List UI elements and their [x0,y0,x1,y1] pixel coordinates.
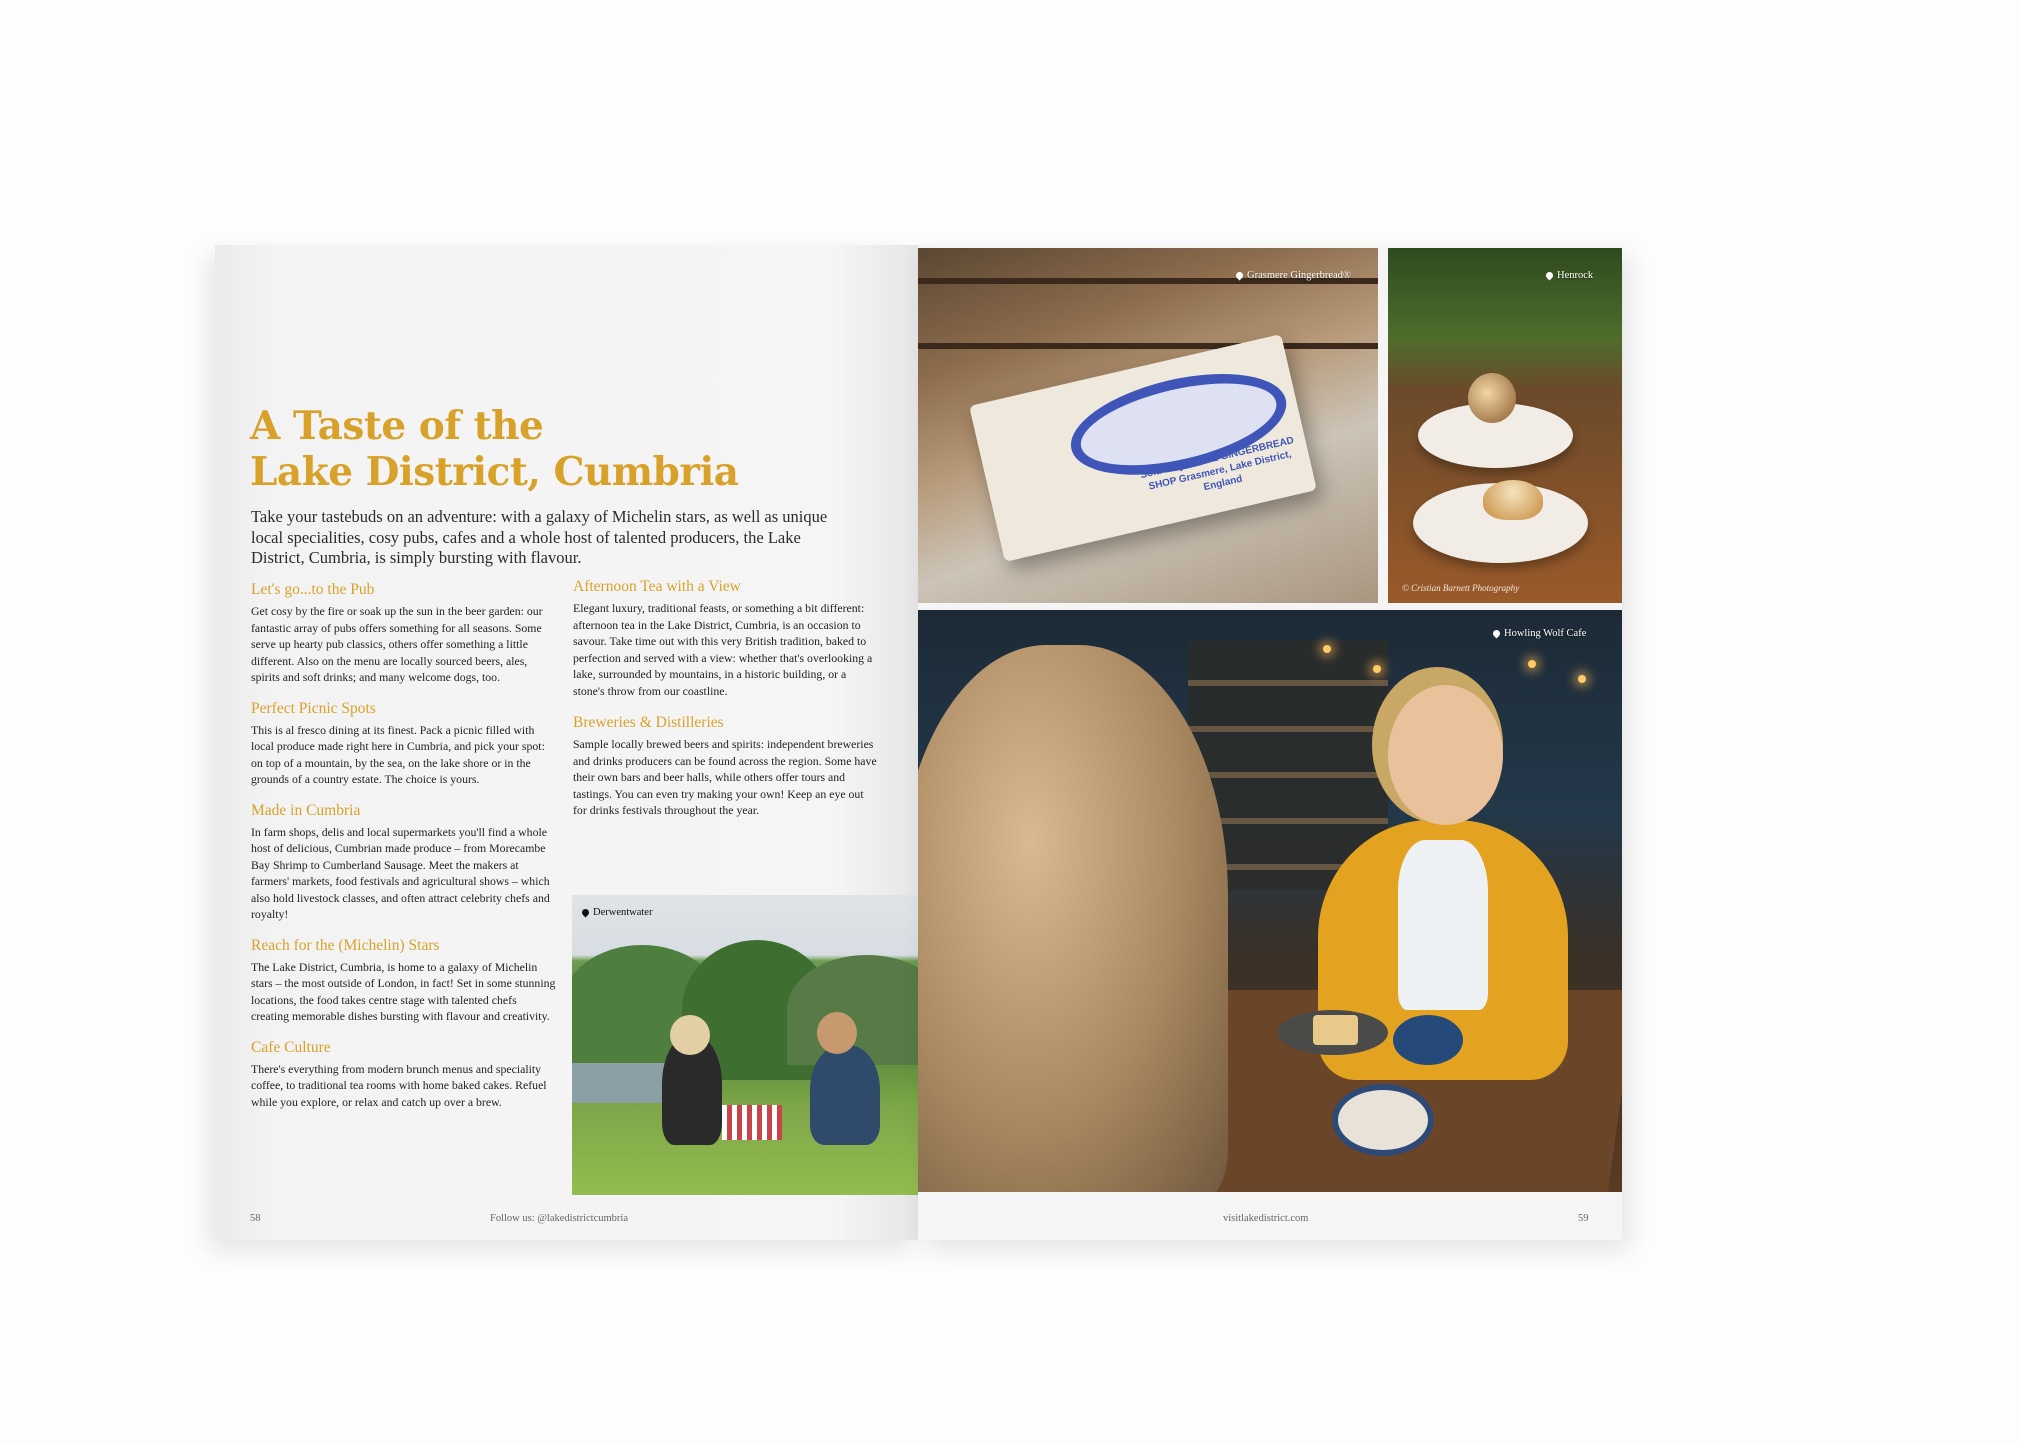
page-number: 58 [250,1213,261,1224]
map-pin-icon [1492,629,1502,639]
section-heading: Afternoon Tea with a View [573,578,741,595]
section-body: In farm shops, delis and local supermarkets you'll find a whole host of delicious, Cumbrian made produce – from Morecambe Bay Shrimp to Cumberland Sausage. Meet the makers at farmers' markets, food festivals and agricultural shows – which also hold livestock classes, and often attract celebrity chefs and royalty! [251,824,550,921]
intro-paragraph: Take your tastebuds on an adventure: with a galaxy of Michelin stars, as well as unique local specialities, cosy pubs, cafes and a whole host of talented producers, the Lake District, Cumbria, is simply bursting with flavour. [251,507,828,567]
location-label: Henrock [1557,270,1594,281]
left-column [251,581,556,1124]
picnic-person-man [810,1045,880,1145]
woman-head [1388,685,1503,825]
section-afternoon-tea [573,578,878,699]
left-page [215,245,918,1240]
section-pub [251,581,556,686]
section-body: This is al fresco dining at its finest. Pack a picnic filled with local produce made right here in Cumbria, and pick your spot: on top of a mountain, by the sea, on the lake shore or in the grounds of a country estate. The choice is yours. [251,722,545,786]
location-tag [1236,270,1351,281]
page-title [250,403,739,495]
foreground-person-hair [918,645,1228,1192]
cafe-light [1578,675,1586,683]
gingerbread-package [969,334,1317,562]
section-heading: Reach for the (Michelin) Stars [251,936,440,954]
shop-shelf [918,343,1378,349]
right-page [918,245,1622,1240]
footer-url: visitlakedistrict.com [1223,1213,1309,1224]
section-breweries [573,714,878,819]
section-heading: Cafe Culture [251,1038,331,1056]
dessert [1468,373,1516,423]
derwentwater-photo [572,895,918,1195]
map-pin-icon [581,908,591,918]
coffee-cup [1338,1090,1428,1150]
section-cafe-culture [251,1039,556,1111]
map-pin-icon [1545,271,1555,281]
henrock-photo [1388,248,1622,603]
section-body: Elegant luxury, traditional feasts, or something a bit different: afternoon tea in the Lake District, Cumbria, is an occasion to savour. Take time out with this very British tradition, baked to perfection and served with a view: whether that's overlooking a lake, surrounded by mountains, in a historic building, or a stone's throw from our coastline. [573,601,873,698]
package-text: Sold only at THE GINGERBREAD SHOP Grasmere, Lake District, England [1139,435,1295,494]
location-label: Derwentwater [593,907,653,918]
dessert [1483,480,1543,520]
section-heading: Breweries & Distilleries [573,714,724,731]
picnic-person-head [670,1015,710,1055]
picnic-basket [722,1105,782,1140]
section-body: Get cosy by the fire or soak up the sun in the beer garden: our fantastic array of pubs offers something for all seasons. Some serve up hearty pub classics, others offer something a little different. Also on the menu are locally sourced beers, ales, spirits and soft drinks; and many welcome dogs, too. [251,604,543,684]
right-column [573,578,878,833]
section-body: There's everything from modern brunch menus and speciality coffee, to traditional tea rooms with home baked cakes. Refuel while you explore, or relax and catch up over a brew. [251,1061,547,1109]
gingerbread-photo [918,248,1378,603]
photo-credit: © Cristian Barnett Photography [1402,583,1520,593]
section-heading: Let's go...to the Pub [251,581,375,598]
section-body: The Lake District, Cumbria, is home to a galaxy of Michelin stars – the most outside of London, in fact! Set in some stunning locations, the food takes centre stage with talented chefs creating memorable dishes bursting with flavour and creativity. [251,959,556,1023]
location-label: Grasmere Gingerbread® [1247,270,1351,281]
howling-wolf-cafe-photo [918,610,1622,1192]
location-tag [1546,270,1593,281]
title-line-1: A Taste of the [250,403,544,449]
title-line-2: Lake District, Cumbria [250,449,739,495]
section-michelin [251,937,556,1025]
section-picnic [251,700,556,788]
cafe-light [1528,660,1536,668]
map-pin-icon [1235,271,1245,281]
section-made-in-cumbria [251,802,556,923]
section-body: Sample locally brewed beers and spirits: independent breweries and drinks producers can be found across the region. Some have their own bars and beer halls, while others offer tours and tastings. You can even try making your own! Keep an eye out for drinks festivals throughout the year. [573,737,877,817]
coffee-cup [1393,1015,1463,1065]
location-tag [1493,628,1586,639]
section-heading: Made in Cumbria [251,801,361,819]
cafe-light [1323,645,1331,653]
woman-white-top [1398,840,1488,1010]
location-tag [582,907,652,918]
cake-slice [1313,1015,1358,1045]
cafe-light [1373,665,1381,673]
footer-social: Follow us: @lakedistrictcumbria [490,1213,628,1224]
location-label: Howling Wolf Cafe [1504,628,1587,639]
picnic-person-head [817,1012,857,1054]
page-number: 59 [1578,1213,1589,1224]
section-heading: Perfect Picnic Spots [251,699,376,717]
